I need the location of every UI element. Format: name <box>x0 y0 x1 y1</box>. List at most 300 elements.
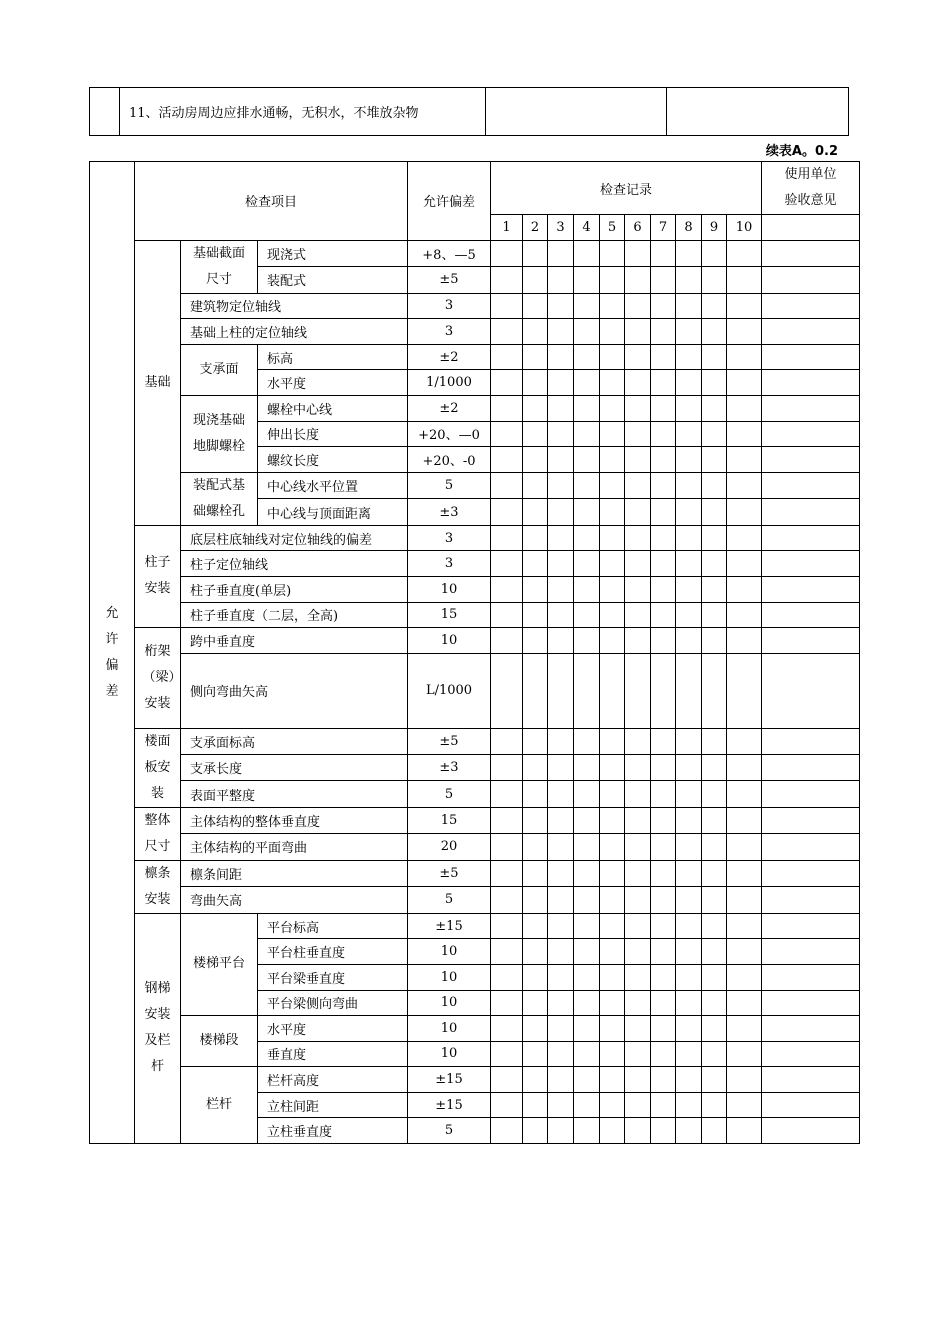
check-item-name: 中心线水平位置 <box>258 472 408 499</box>
record-cell <box>491 472 523 499</box>
record-cell <box>491 370 523 396</box>
record-cell <box>702 395 727 421</box>
acceptance-opinion-cell <box>762 964 860 990</box>
record-cell <box>491 1092 523 1118</box>
table-row <box>90 240 860 267</box>
record-cell <box>727 499 762 526</box>
allowable-deviation-value: +8、—5 <box>408 240 491 267</box>
allowable-deviation-value: 5 <box>408 1118 491 1144</box>
record-cell <box>491 755 523 781</box>
record-cell <box>523 834 548 861</box>
record-cell <box>548 499 574 526</box>
record-cell <box>574 807 600 834</box>
record-cell <box>600 576 625 602</box>
record-cell <box>548 395 574 421</box>
record-cell <box>727 551 762 577</box>
record-cell <box>676 525 702 551</box>
record-cell <box>491 240 523 267</box>
allowable-deviation-value: ±5 <box>408 728 491 754</box>
record-cell <box>574 1118 600 1144</box>
record-cell <box>491 267 523 294</box>
record-cell <box>651 472 676 499</box>
record-cell <box>523 525 548 551</box>
record-cell <box>625 1041 651 1067</box>
record-cell <box>625 913 651 939</box>
acceptance-opinion-cell <box>762 421 860 447</box>
record-cell <box>727 781 762 807</box>
table-row <box>90 344 860 370</box>
check-item-name: 跨中垂直度 <box>181 628 408 654</box>
table-row <box>90 293 860 319</box>
record-cell <box>491 525 523 551</box>
record-cell <box>676 576 702 602</box>
header-inspection-record: 检查记录 <box>491 162 762 215</box>
allowable-deviation-value: ±15 <box>408 1092 491 1118</box>
record-cell <box>574 834 600 861</box>
record-cell <box>651 628 676 654</box>
deviation-check-table <box>89 161 860 1144</box>
record-cell <box>651 499 676 526</box>
table-row <box>90 88 849 136</box>
record-cell <box>548 551 574 577</box>
record-cell <box>727 395 762 421</box>
record-cell <box>574 628 600 654</box>
table-row <box>90 728 860 754</box>
record-cell <box>651 551 676 577</box>
record-cell <box>651 395 676 421</box>
record-cell <box>651 240 676 267</box>
record-cell <box>651 1092 676 1118</box>
record-cell <box>625 1092 651 1118</box>
record-cell <box>676 887 702 914</box>
record-cell <box>523 602 548 628</box>
category-label: 楼面板安装 <box>144 733 171 801</box>
previous-checklist-row <box>89 87 849 136</box>
allowable-deviation-value: 10 <box>408 990 491 1016</box>
record-cell <box>523 887 548 914</box>
record-cell <box>676 990 702 1016</box>
acceptance-opinion-cell <box>762 525 860 551</box>
record-cell <box>702 472 727 499</box>
record-cell <box>574 990 600 1016</box>
record-cell <box>548 267 574 294</box>
acceptance-opinion-cell <box>762 499 860 526</box>
acceptance-opinion-cell <box>762 267 860 294</box>
record-cell <box>491 939 523 965</box>
acceptance-opinion-cell <box>762 576 860 602</box>
record-cell <box>727 1118 762 1144</box>
record-cell <box>625 653 651 728</box>
record-cell <box>523 370 548 396</box>
record-cell <box>523 240 548 267</box>
record-cell <box>600 1041 625 1067</box>
table-row <box>90 525 860 551</box>
check-item-name: 平台标高 <box>258 913 408 939</box>
record-cell <box>676 781 702 807</box>
record-cell <box>727 628 762 654</box>
record-cell <box>676 1092 702 1118</box>
record-cell <box>600 240 625 267</box>
record-cell <box>676 499 702 526</box>
check-item-name: 现浇式 <box>258 240 408 267</box>
record-cell <box>548 964 574 990</box>
record-cell <box>600 834 625 861</box>
record-cell <box>676 1067 702 1093</box>
record-cell <box>574 576 600 602</box>
record-cell <box>600 964 625 990</box>
check-item-name: 标高 <box>258 344 408 370</box>
acceptance-opinion-cell <box>762 602 860 628</box>
table-body <box>90 162 860 1144</box>
record-cell <box>491 964 523 990</box>
record-cell <box>676 807 702 834</box>
record-cell <box>651 913 676 939</box>
record-cell <box>676 319 702 345</box>
record-cell <box>600 990 625 1016</box>
record-cell <box>727 755 762 781</box>
category-truss-installation <box>135 628 181 729</box>
record-cell <box>625 887 651 914</box>
check-item-name: 立柱垂直度 <box>258 1118 408 1144</box>
record-cell <box>523 499 548 526</box>
record-cell <box>548 293 574 319</box>
subgroup-bearing-surface <box>181 344 258 395</box>
record-cell <box>523 728 548 754</box>
checklist-item-11: 11、活动房周边应排水通畅，无积水，不堆放杂物 <box>120 88 486 136</box>
check-item-name: 水平度 <box>258 370 408 396</box>
record-cell <box>702 370 727 396</box>
record-cell <box>523 990 548 1016</box>
record-cell <box>676 421 702 447</box>
record-cell <box>702 525 727 551</box>
category-steel-stair-railing <box>135 913 181 1143</box>
record-cell <box>523 395 548 421</box>
table-row <box>90 653 860 728</box>
check-item-name: 建筑物定位轴线 <box>181 293 408 319</box>
record-cell <box>548 319 574 345</box>
record-cell <box>491 551 523 577</box>
blank-cell <box>90 88 120 136</box>
record-cell <box>523 755 548 781</box>
record-cell <box>548 1118 574 1144</box>
record-cell <box>574 939 600 965</box>
subgroup-label: 装配式基础螺栓孔 <box>192 477 245 519</box>
header-check-item: 检查项目 <box>135 162 408 241</box>
record-cell <box>702 447 727 473</box>
record-cell <box>676 834 702 861</box>
record-cell <box>600 499 625 526</box>
acceptance-opinion-cell <box>762 240 860 267</box>
record-cell <box>600 807 625 834</box>
allowable-deviation-value: 5 <box>408 781 491 807</box>
record-cell <box>523 628 548 654</box>
allowable-deviation-value: 15 <box>408 807 491 834</box>
table-row <box>90 628 860 654</box>
category-foundation <box>135 240 181 525</box>
record-cell <box>600 728 625 754</box>
record-cell <box>651 728 676 754</box>
record-cell <box>702 1041 727 1067</box>
record-number-header: 2 <box>523 215 548 241</box>
record-cell <box>523 267 548 294</box>
record-cell <box>574 755 600 781</box>
record-cell <box>625 267 651 294</box>
record-cell <box>651 834 676 861</box>
record-cell <box>625 860 651 887</box>
record-cell <box>702 344 727 370</box>
record-number-header: 6 <box>625 215 651 241</box>
check-item-name: 主体结构的整体垂直度 <box>181 807 408 834</box>
subgroup-label: 支承面 <box>199 361 239 377</box>
record-cell <box>702 421 727 447</box>
record-cell <box>523 781 548 807</box>
record-cell <box>523 551 548 577</box>
record-cell <box>625 240 651 267</box>
record-cell <box>651 576 676 602</box>
record-cell <box>676 240 702 267</box>
record-cell <box>727 1092 762 1118</box>
subgroup-stair-section <box>181 1016 258 1067</box>
record-cell <box>676 267 702 294</box>
record-cell <box>491 834 523 861</box>
record-cell <box>727 344 762 370</box>
subgroup-railing <box>181 1067 258 1144</box>
record-cell <box>523 1016 548 1042</box>
check-item-name: 主体结构的平面弯曲 <box>181 834 408 861</box>
record-cell <box>523 447 548 473</box>
record-cell <box>727 1067 762 1093</box>
record-cell <box>625 499 651 526</box>
record-cell <box>676 293 702 319</box>
record-cell <box>600 395 625 421</box>
record-cell <box>625 728 651 754</box>
blank-cell <box>667 88 849 136</box>
allowable-deviation-value: ±15 <box>408 913 491 939</box>
record-cell <box>651 939 676 965</box>
subgroup-label: 现浇基础地脚螺栓 <box>192 412 245 454</box>
record-cell <box>548 653 574 728</box>
record-cell <box>523 964 548 990</box>
record-cell <box>574 964 600 990</box>
record-cell <box>727 240 762 267</box>
record-cell <box>702 499 727 526</box>
record-number-header: 8 <box>676 215 702 241</box>
record-cell <box>600 781 625 807</box>
record-cell <box>727 913 762 939</box>
check-item-name: 螺纹长度 <box>258 447 408 473</box>
allowable-deviation-value: 1/1000 <box>408 370 491 396</box>
record-cell <box>727 807 762 834</box>
subgroup-label: 楼梯段 <box>199 1033 239 1049</box>
record-cell <box>574 887 600 914</box>
record-cell <box>727 267 762 294</box>
table-row <box>90 887 860 914</box>
acceptance-opinion-cell <box>762 628 860 654</box>
record-cell <box>702 319 727 345</box>
acceptance-opinion-cell <box>762 887 860 914</box>
record-cell <box>523 421 548 447</box>
record-cell <box>676 551 702 577</box>
record-cell <box>702 781 727 807</box>
record-cell <box>574 370 600 396</box>
record-cell <box>548 728 574 754</box>
category-column-installation <box>135 525 181 627</box>
record-cell <box>625 370 651 396</box>
acceptance-opinion-cell <box>762 1016 860 1042</box>
record-cell <box>702 576 727 602</box>
check-item-name: 柱子垂直度(单层) <box>181 576 408 602</box>
record-cell <box>491 499 523 526</box>
record-cell <box>491 1041 523 1067</box>
acceptance-opinion-cell <box>762 990 860 1016</box>
record-cell <box>702 267 727 294</box>
record-cell <box>600 939 625 965</box>
check-item-name: 支承长度 <box>181 755 408 781</box>
record-cell <box>676 860 702 887</box>
subgroup-stair-platform <box>181 913 258 1015</box>
record-cell <box>548 1041 574 1067</box>
continuation-label: 续表A。0.2 <box>765 144 838 159</box>
record-cell <box>600 755 625 781</box>
allowable-deviation-value: ±5 <box>408 267 491 294</box>
record-cell <box>600 472 625 499</box>
record-cell <box>727 728 762 754</box>
record-cell <box>651 755 676 781</box>
record-cell <box>574 525 600 551</box>
record-number-header: 3 <box>548 215 574 241</box>
record-cell <box>702 551 727 577</box>
allowable-deviation-value: ±3 <box>408 755 491 781</box>
blank-cell <box>486 88 667 136</box>
record-cell <box>702 887 727 914</box>
record-cell <box>574 551 600 577</box>
record-cell <box>491 319 523 345</box>
acceptance-opinion-cell <box>762 939 860 965</box>
header-allowable-deviation: 允许偏差 <box>408 162 491 241</box>
allowable-deviation-value: L/1000 <box>408 653 491 728</box>
record-cell <box>651 293 676 319</box>
allowable-deviation-value: 10 <box>408 1016 491 1042</box>
record-cell <box>548 781 574 807</box>
record-cell <box>625 964 651 990</box>
record-cell <box>676 964 702 990</box>
record-cell <box>548 628 574 654</box>
record-cell <box>727 1041 762 1067</box>
record-cell <box>491 602 523 628</box>
record-cell <box>727 1016 762 1042</box>
subgroup-label: 栏杆 <box>205 1097 232 1113</box>
record-cell <box>702 1067 727 1093</box>
table-row <box>90 807 860 834</box>
record-cell <box>702 990 727 1016</box>
record-cell <box>574 267 600 294</box>
record-number-header: 1 <box>491 215 523 241</box>
record-cell <box>574 447 600 473</box>
allowable-deviation-value: 5 <box>408 887 491 914</box>
table-row <box>90 602 860 628</box>
record-cell <box>574 1016 600 1042</box>
record-cell <box>651 344 676 370</box>
check-item-name: 支承面标高 <box>181 728 408 754</box>
record-cell <box>625 472 651 499</box>
record-cell <box>702 860 727 887</box>
acceptance-opinion-cell <box>762 653 860 728</box>
record-number-header: 7 <box>651 215 676 241</box>
record-cell <box>523 939 548 965</box>
record-cell <box>548 834 574 861</box>
check-item-name: 伸出长度 <box>258 421 408 447</box>
record-cell <box>651 887 676 914</box>
record-cell <box>548 939 574 965</box>
allowable-deviation-value: 15 <box>408 602 491 628</box>
record-cell <box>574 472 600 499</box>
record-cell <box>523 1092 548 1118</box>
acceptance-opinion-cell <box>762 447 860 473</box>
record-cell <box>651 964 676 990</box>
record-cell <box>625 525 651 551</box>
record-cell <box>574 860 600 887</box>
record-cell <box>491 344 523 370</box>
record-cell <box>523 913 548 939</box>
record-cell <box>727 860 762 887</box>
record-cell <box>548 447 574 473</box>
allowable-deviation-value: ±15 <box>408 1067 491 1093</box>
table-row <box>90 472 860 499</box>
check-item-name: 表面平整度 <box>181 781 408 807</box>
record-cell <box>651 807 676 834</box>
record-cell <box>727 293 762 319</box>
record-cell <box>702 1118 727 1144</box>
vertical-group-label: 允许偏差 <box>105 605 119 699</box>
table-row <box>90 781 860 807</box>
allowable-deviation-value: 10 <box>408 939 491 965</box>
record-cell <box>676 939 702 965</box>
record-cell <box>702 240 727 267</box>
check-item-name: 底层柱底轴线对定位轴线的偏差 <box>181 525 408 551</box>
check-item-name: 檩条间距 <box>181 860 408 887</box>
record-cell <box>523 344 548 370</box>
category-purlin-installation <box>135 860 181 913</box>
record-number-header: 4 <box>574 215 600 241</box>
allowable-deviation-value: ±2 <box>408 395 491 421</box>
record-cell <box>625 293 651 319</box>
record-cell <box>625 344 651 370</box>
record-cell <box>702 1092 727 1118</box>
record-number-header: 9 <box>702 215 727 241</box>
subgroup-label: 楼梯平台 <box>192 956 245 972</box>
record-cell <box>548 602 574 628</box>
check-item-name: 平台柱垂直度 <box>258 939 408 965</box>
record-cell <box>548 344 574 370</box>
category-overall-dimension <box>135 807 181 860</box>
record-cell <box>651 1067 676 1093</box>
record-cell <box>523 807 548 834</box>
record-cell <box>491 990 523 1016</box>
check-item-name: 立柱间距 <box>258 1092 408 1118</box>
record-cell <box>491 576 523 602</box>
record-cell <box>574 1067 600 1093</box>
record-cell <box>574 602 600 628</box>
category-label: 整体尺寸 <box>144 812 171 854</box>
record-cell <box>702 653 727 728</box>
record-cell <box>702 755 727 781</box>
table-row <box>90 1016 860 1042</box>
allowable-deviation-value: ±2 <box>408 344 491 370</box>
record-cell <box>548 525 574 551</box>
record-cell <box>600 319 625 345</box>
record-cell <box>625 755 651 781</box>
record-cell <box>600 525 625 551</box>
